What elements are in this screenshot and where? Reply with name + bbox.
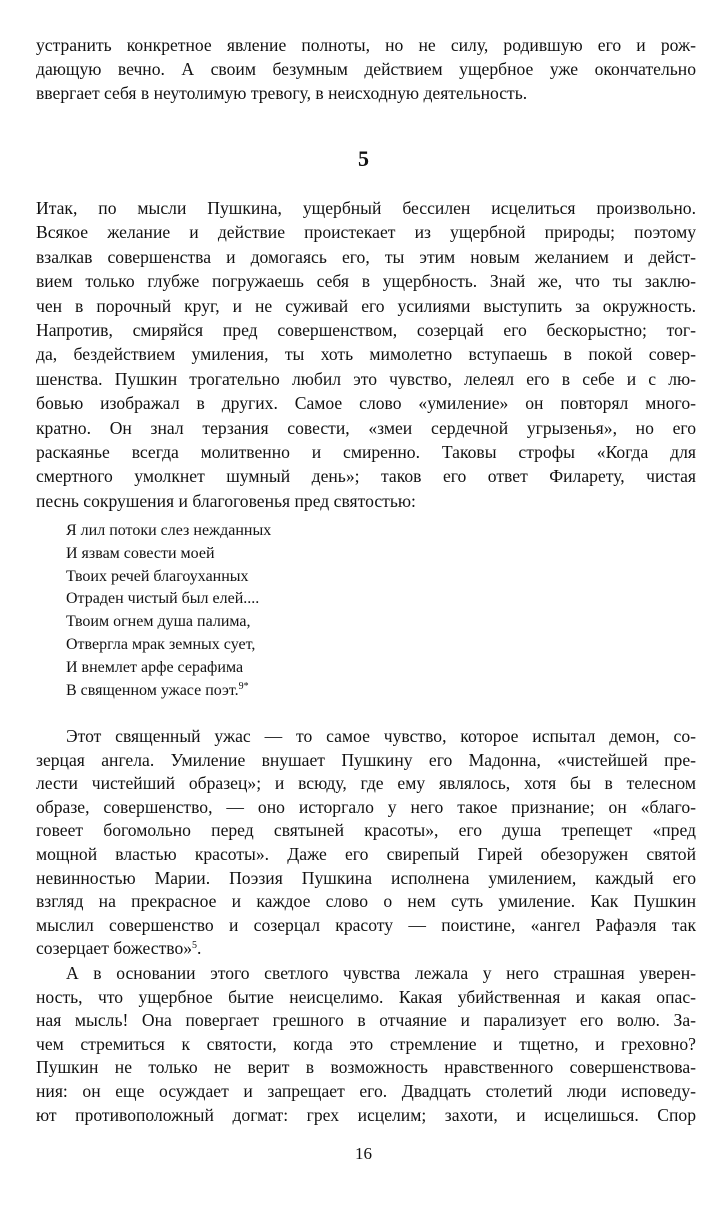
text-line: шенства. Пушкин трогательно любил это чувство, лелеял его в себе и с лю- (36, 368, 696, 389)
text-line: взгляд на прекрасное и каждое слово о нем суть умиление. Как Пушкин (36, 891, 696, 912)
text-line: невинностью Марии. Поэзия Пушкина исполнена умилением, каждый его (36, 867, 696, 888)
text-line: Напротив, смиряйся пред совершенством, созерцай его бескорыстно; тог- (36, 319, 696, 340)
poem-line-text: В священном ужасе поэт. (66, 681, 239, 699)
poem-quote (66, 520, 466, 702)
poem-line: Твоим огнем душа палима, (66, 613, 251, 631)
text-line: дающую вечно. А своим безумным действием ущербное уже окончательно (36, 59, 696, 79)
poem-line-last (66, 680, 466, 703)
footnote-mark: 9* (238, 680, 249, 692)
paragraph-3 (36, 962, 696, 1127)
text-line: зерцая ангела. Умиление внушает Пушкину его Мадонна, «чистейшей пре- (36, 749, 696, 770)
text-line: взалкав совершенства и домогаясь его, ты этим новым желанием и дейст- (36, 246, 696, 267)
text-line: мощной властью красоты». Даже его свирепый Гирей обезоружен святой (36, 843, 696, 864)
poem-line: Отвергла мрак земных сует, (66, 635, 256, 653)
text-line: Этот священный ужас — то самое чувство, которое испытал демон, со- (66, 726, 696, 746)
text-line: смертного умолкнет шумный день»; таков его ответ Филарету, чистая (36, 466, 696, 487)
text-line: чем стремиться к святости, когда это стремление и тщетно, и греховно? (36, 1033, 696, 1054)
text-line: Всякое желание и действие проистекает из ущербной природы; поэтому (36, 222, 696, 243)
section-heading: 5 (358, 146, 369, 171)
text-line: устранить конкретное явление полноты, но не силу, родившую его и рож- (36, 35, 696, 55)
text-line: да, бездействием умиления, ты хоть мимолетно вступаешь в покой совер- (36, 344, 696, 365)
text-line: ность, что ущербное бытие неисцелимо. Какая убийственная и какая опас- (36, 986, 696, 1007)
page-number: 16 (355, 1144, 372, 1163)
text-line: песнь сокрушения и благоговенья пред святостью: (36, 490, 416, 511)
text-line: ввергает себя в неутолимую тревогу, в неисходную деятельность. (36, 83, 528, 103)
text-line: А в основании этого светлого чувства лежала у него страшная уверен- (66, 963, 696, 983)
text-line: вием только глубже погружаешь себя в ущербность. Знай же, что ты заклю- (36, 271, 696, 292)
text-line-text: созерцает божество» (36, 938, 193, 959)
footnote-mark: 5 (192, 940, 198, 952)
poem-line: Твоих речей благоуханных (66, 567, 249, 585)
text-line: говеет богомольно перед святыней красоты», его душа трепещет «пред (36, 820, 696, 841)
paragraph-1 (36, 196, 696, 513)
text-line-last (36, 937, 696, 961)
intro-paragraph (36, 33, 696, 105)
paragraph-2 (36, 725, 696, 961)
text-line: мыслил совершенство и созерцал красоту — поистине, «ангел Рафаэля так (36, 914, 696, 935)
text-line: бовью изображал в других. Самое слово «умиление» он повторял много- (36, 393, 696, 414)
text-line: ют противоположный догмат: грех исцелим; захоти, и исцелишься. Спор (36, 1104, 696, 1125)
text-line: образе, совершенство, — оно исторгало у него такое признание; он «благо- (36, 796, 696, 817)
text-line: Пушкин не только не верит в возможность нравственного совершенствова- (36, 1057, 696, 1078)
end-punctuation: . (197, 938, 202, 959)
text-line: ния: он еще осуждает и запрещает его. Двадцать столетий люди исповеду- (36, 1080, 696, 1101)
poem-line: Я лил потоки слез нежданных (66, 522, 272, 539)
text-line: кратно. Он знал терзания совести, «змеи сердечной угрызенья», но его (36, 417, 696, 438)
text-line: раскаянье всегда молитвенно и смиренно. Таковы строфы «Когда для (36, 441, 696, 462)
poem-line: И язвам совести моей (66, 544, 215, 562)
poem-line: Отраден чистый был елей.... (66, 590, 260, 608)
text-line: лести чистейший образец»; и всюду, где ему являлось, хотя бы в телесном (36, 773, 696, 794)
text-line: чен в порочный круг, и не суживай его усилиями выступить за окружность. (36, 295, 696, 316)
text-line: Итак, по мысли Пушкина, ущербный бессилен исцелиться произвольно. (36, 198, 696, 218)
poem-line: И внемлет арфе серафима (66, 658, 244, 676)
text-line: ная мысль! Она повергает грешного в отчаяние и парализует его волю. За- (36, 1010, 696, 1031)
